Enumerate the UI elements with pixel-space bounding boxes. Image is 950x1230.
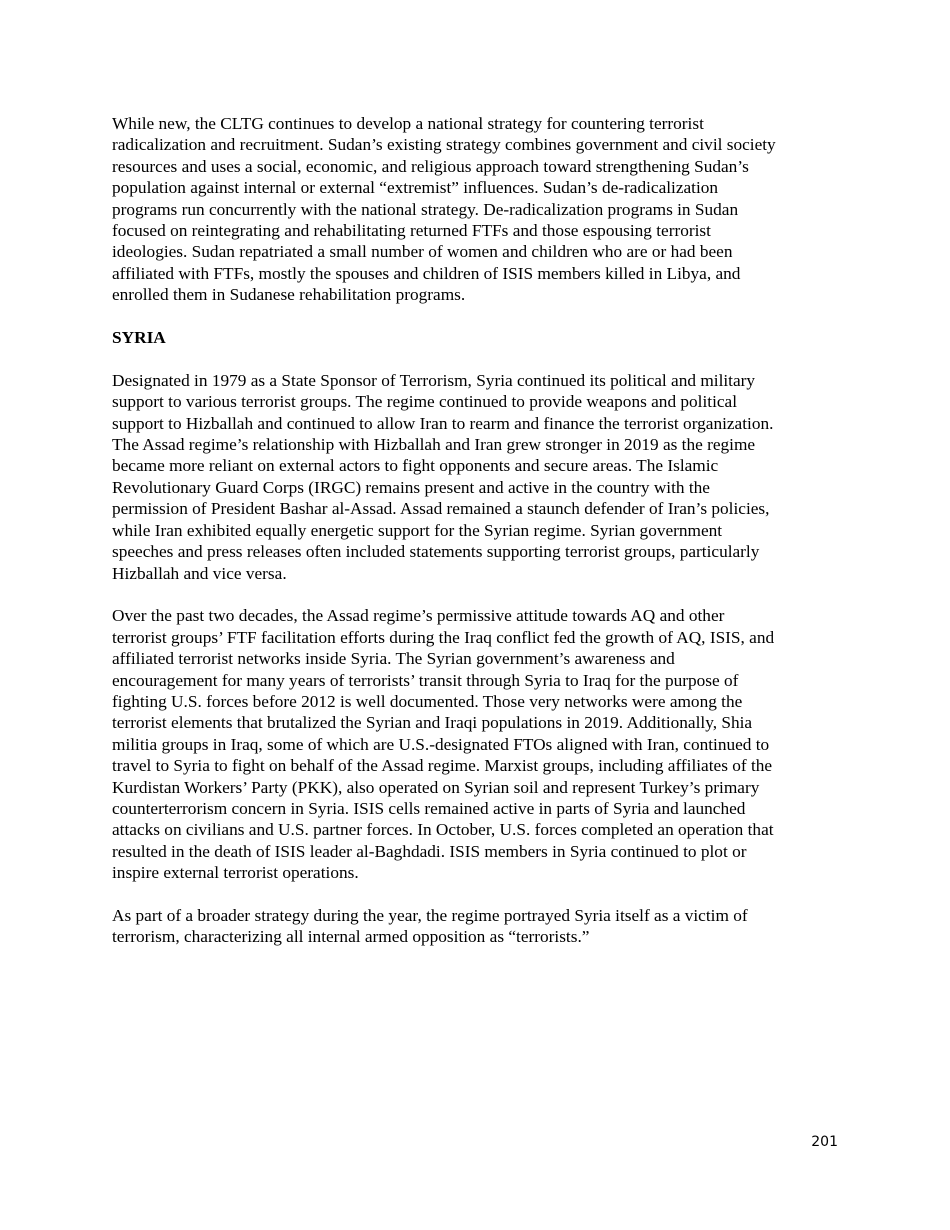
section-heading-syria: SYRIA	[112, 328, 166, 348]
document-body	[112, 113, 840, 969]
paragraph-syria-ftf: Over the past two decades, the Assad regime’s permissive attitude towards AQ and other terrorist groups’ FTF facilitation efforts during the Iraq conflict fed the growth of AQ, ISIS, and affiliated terrorist networks inside Syria. The Syrian government’s awareness and encouragement for many years of terrorists’ transit through Syria to Iraq for the purpose of fighting U.S. forces before 2012 is well documented. Those very networks were among the terrorist elements that brutalized the Syrian and Iraqi populations in 2019. Additionally, Shia militia groups in Iraq, some of which are U.S.-designated FTOs aligned with Iran, continued to travel to Syria to fight on behalf of the Assad regime. Marxist groups, including affiliates of the Kurdistan Workers’ Party (PKK), also operated on Syrian soil and represent Turkey’s primary counterterrorism concern in Syria. ISIS cells remained active in parts of Syria and launched attacks on civilians and U.S. partner forces. In October, U.S. forces completed an operation that resulted in the death of ISIS leader al-Baghdadi. ISIS members in Syria continued to plot or inspire external terrorist operations.	[112, 606, 775, 883]
page-number: 201	[811, 1134, 838, 1150]
paragraph-syria-victim: As part of a broader strategy during the year, the regime portrayed Syria itself as a victim of terrorism, characterizing all internal armed opposition as “terrorists.”	[112, 905, 748, 947]
paragraph-sudan-strategy: While new, the CLTG continues to develop a national strategy for countering terrorist radicalization and recruitment. Sudan’s existing strategy combines government and civil society resources and uses a social, economic, and religious approach toward strengthening Sudan’s population against internal or external “extremist” influences. Sudan’s de-radicalization programs run concurrently with the national strategy. De-radicalization programs in Sudan focused on reintegrating and rehabilitating returned FTFs and those espousing terrorist ideologies. Sudan repatriated a small number of women and children who are or had been affiliated with FTFs, mostly the spouses and children of ISIS members killed in Libya, and enrolled them in Sudanese rehabilitation programs.	[112, 114, 776, 305]
paragraph-syria-sponsor: Designated in 1979 as a State Sponsor of Terrorism, Syria continued its political and military support to various terrorist groups. The regime continued to provide weapons and political support to Hizballah and continued to allow Iran to rearm and finance the terrorist organization. The Assad regime’s relationship with Hizballah and Iran grew stronger in 2019 as the regime became more reliant on external actors to fight opponents and secure areas. The Islamic Revolutionary Guard Corps (IRGC) remains present and active in the country with the permission of President Bashar al-Assad. Assad remained a staunch defender of Iran’s policies, while Iran exhibited equally energetic support for the Syrian regime. Syrian government speeches and press releases often included statements supporting terrorist groups, particularly Hizballah and vice versa.	[112, 370, 774, 583]
